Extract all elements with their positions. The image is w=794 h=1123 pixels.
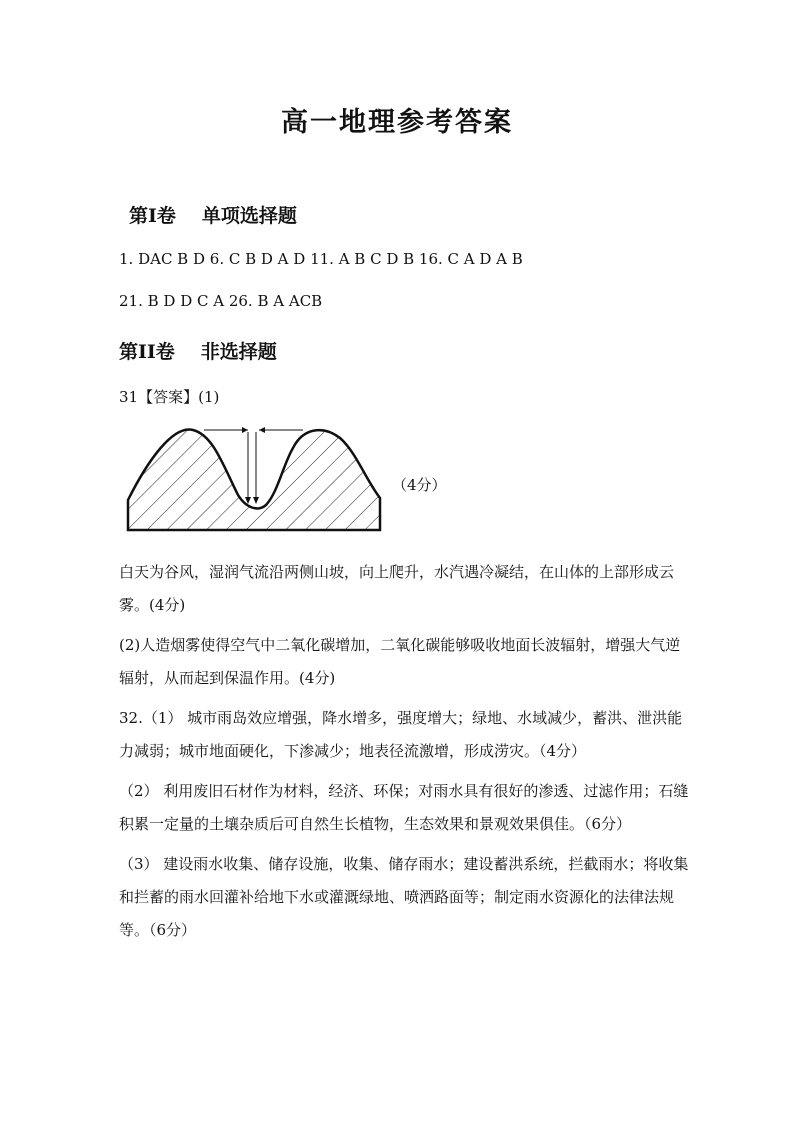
section-heading-1 bbox=[129, 201, 297, 228]
section-heading-2 bbox=[119, 337, 277, 364]
q31-answer-block bbox=[119, 556, 689, 695]
q32-part1: 32.（1） 城市雨岛效应增强，降水增多，强度增大；绿地、水域减少，蓄洪、泄洪能力减弱；城市地面硬化，下渗减少；地表径流激增，形成涝灾。（4分） bbox=[119, 709, 683, 760]
answer-line-1: 1. DAC B D 6. C B D A D 11. A B C D B 16. C A D A B bbox=[119, 250, 523, 268]
q32-answer-block bbox=[119, 702, 689, 947]
q32-part2: （2） 利用废旧石材作为材料，经济、环保；对雨水具有很好的渗透、过滤作用；石缝积累一定量的土壤杂质后可自然生长植物，生态效果和景观效果俱佳。（6分） bbox=[119, 782, 689, 833]
q31-part2: (2)人造烟雾使得空气中二氧化碳增加，二氧化碳能够吸收地面长波辐射，增强大气逆辐射，从而起到保温作用。(4分) bbox=[119, 636, 681, 687]
section-1-name: 单项选择题 bbox=[201, 205, 297, 227]
answer-line-2: 21. B D D C A 26. B A ACB bbox=[119, 292, 323, 310]
q31-explanation: 白天为谷风，湿润气流沿两侧山坡，向上爬升，水汽遇冷凝结，在山体的上部形成云雾。(4分) bbox=[119, 563, 675, 614]
section-2-name: 非选择题 bbox=[200, 341, 277, 363]
section-2-number: 第II卷 bbox=[119, 341, 175, 363]
diagram-score: （4分） bbox=[392, 476, 447, 494]
mountain-cross-section bbox=[128, 430, 380, 530]
q32-part3: （3） 建设雨水收集、储存设施，收集、储存雨水；建设蓄洪系统，拦截雨水；将收集和拦蓄的雨水回灌补给地下水或灌溉绿地、喷洒路面等；制定雨水资源化的法律法规等。（6分） bbox=[119, 855, 689, 939]
section-1-number: 第Ⅰ卷 bbox=[129, 205, 176, 227]
q31-label: 31【答案】(1) bbox=[119, 388, 220, 406]
page-title: 高一地理参考答案 bbox=[281, 107, 513, 138]
valley-wind-diagram bbox=[118, 420, 393, 535]
